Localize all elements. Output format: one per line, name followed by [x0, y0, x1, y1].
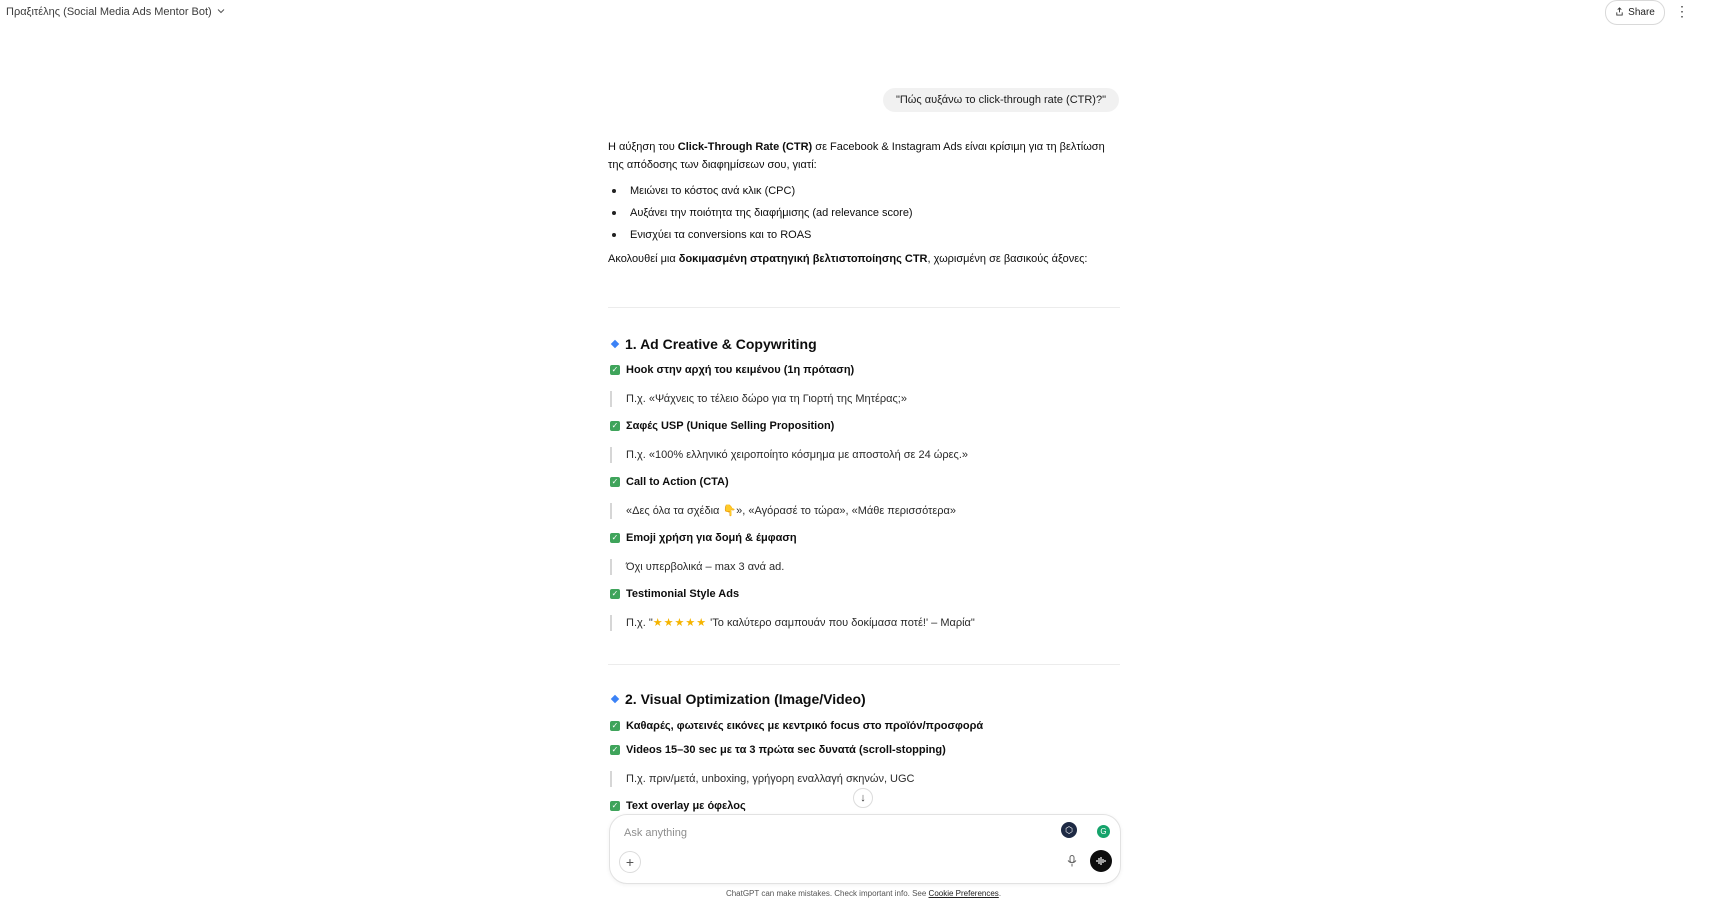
list-item: Μειώνει το κόστος ανά κλικ (CPC) — [608, 180, 1120, 202]
check-label: Text overlay με όφελος — [626, 800, 746, 812]
example-quote: Π.χ. πριν/μετά, unboxing, γρήγορη εναλλαγή σκηνών, UGC — [610, 771, 915, 787]
reason-list — [608, 180, 1120, 246]
assistant-reply — [608, 138, 1120, 274]
check-item — [610, 744, 946, 756]
scroll-to-bottom-button[interactable] — [853, 788, 873, 808]
arrow-down-icon: ↓ — [860, 792, 866, 804]
intro-bold: Click-Through Rate (CTR) — [677, 141, 813, 153]
list-item: Αυξάνει την ποιότητα της διαφήμισης (ad relevance score) — [608, 202, 1120, 224]
star-rating-icon: ★★★★★ — [652, 617, 708, 629]
disclaimer-end: . — [998, 889, 1002, 898]
check-label: Hook στην αρχή του κειμένου (1η πρόταση) — [626, 364, 855, 376]
chevron-down-icon — [217, 6, 225, 18]
checkbox-icon: ✓ — [611, 477, 619, 486]
section-title: Ad Creative & Copywriting — [640, 336, 817, 352]
plus-icon[interactable]: + — [619, 851, 641, 873]
quote-prefix: Π.χ. " — [626, 617, 653, 629]
example-quote: Π.χ. «100% ελληνικό χειροποίητο κόσμημα με αποστολή σε 24 ώρες.» — [610, 447, 968, 463]
voice-mode-icon[interactable] — [1090, 850, 1112, 872]
composer — [609, 814, 1121, 884]
checkbox-icon: ✓ — [611, 721, 619, 730]
kebab-menu-icon[interactable]: ⋮ — [1675, 3, 1689, 19]
bot-title: Πραξιτέλης (Social Media Ads Mentor Bot) — [6, 6, 212, 18]
share-icon — [1615, 7, 1624, 19]
check-label: Καθαρές, φωτεινές εικόνες με κεντρικό focus στο προϊόν/προσφορά — [626, 720, 984, 732]
example-quote — [610, 615, 975, 631]
share-button[interactable] — [1605, 0, 1665, 25]
list-item: Ενισχύει τα conversions και το ROAS — [608, 224, 1120, 246]
follow-bold: δοκιμασμένη στρατηγική βελτιστοποίησης CTR — [678, 253, 928, 265]
check-label: Videos 15–30 sec με τα 3 πρώτα sec δυνατά (scroll-stopping) — [626, 744, 946, 756]
disclaimer-text: ChatGPT can make mistakes. Check important info. See — [725, 889, 929, 898]
checkbox-icon: ✓ — [611, 533, 619, 542]
check-item — [610, 420, 834, 432]
checkbox-icon: ✓ — [611, 365, 619, 374]
check-label: Σαφές USP (Unique Selling Proposition) — [626, 420, 835, 432]
mic-icon[interactable] — [1064, 853, 1080, 869]
intro-text: Η αύξηση του — [608, 141, 678, 153]
check-item — [610, 800, 746, 812]
diamond-icon — [611, 695, 619, 703]
checkbox-icon: ✓ — [611, 421, 619, 430]
reply-followup — [608, 250, 1120, 268]
check-item — [610, 532, 797, 544]
divider — [608, 307, 1120, 308]
example-quote: «Δες όλα τα σχέδια 👇», «Αγόρασέ το τώρα», «Μάθε περισσότερα» — [610, 503, 956, 519]
section-title: Visual Optimization (Image/Video) — [640, 691, 866, 707]
model-selector[interactable] — [6, 6, 225, 18]
quote-text: 'Το καλύτερο σαμπουάν που δοκίμασα ποτέ!' – Μαρία" — [707, 617, 975, 629]
check-item — [610, 720, 983, 732]
share-label: Share — [1628, 7, 1655, 18]
grammarly-icon[interactable]: G — [1097, 825, 1110, 838]
check-item — [610, 364, 854, 376]
check-label: Testimonial Style Ads — [626, 588, 740, 600]
check-label: Emoji χρήση για δομή & έμφαση — [626, 532, 797, 544]
follow-text-2: , χωρισμένη σε βασικούς άξονες: — [927, 253, 1088, 265]
user-message: "Πώς αυξάνω το click-through rate (CTR)?" — [883, 88, 1119, 112]
cookie-preferences-link[interactable]: Cookie Preferences — [928, 889, 999, 898]
checkbox-icon: ✓ — [611, 589, 619, 598]
section-number: 2. — [625, 691, 637, 707]
section-heading — [612, 336, 817, 352]
checkbox-icon: ✓ — [611, 801, 619, 810]
diamond-icon — [611, 340, 619, 348]
example-quote: Π.χ. «Ψάχνεις το τέλειο δώρο για τη Γιορτή της Μητέρας;» — [610, 391, 907, 407]
extension-icon[interactable]: ⬡ — [1061, 822, 1077, 838]
check-item — [610, 588, 739, 600]
divider — [608, 664, 1120, 665]
checkbox-icon: ✓ — [611, 745, 619, 754]
section-heading — [612, 691, 866, 707]
example-quote: Όχι υπερβολικά – max 3 ανά ad. — [610, 559, 784, 575]
top-bar — [0, 0, 1687, 26]
check-label: Call to Action (CTA) — [626, 476, 729, 488]
reply-intro — [608, 138, 1120, 174]
footer-disclaimer — [0, 889, 1727, 898]
prompt-input[interactable] — [622, 823, 1006, 843]
section-number: 1. — [625, 336, 637, 352]
intro-text-2: σε Facebook & Instagram Ads είναι κρίσιμη για τη βελτίωση της απόδοσης των διαφημίσεων σου, γιατί: — [608, 141, 1105, 171]
follow-text: Ακολουθεί μια — [608, 253, 679, 265]
check-item — [610, 476, 729, 488]
